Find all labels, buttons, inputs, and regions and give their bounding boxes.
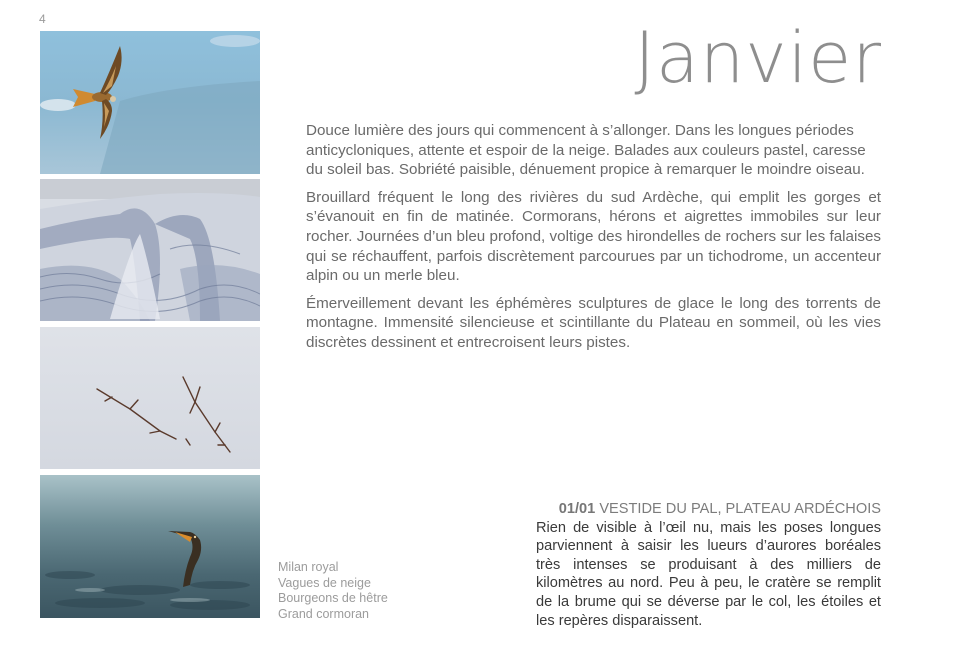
- feature-text: Rien de visible à l’œil nu, mais les poses longues parviennent à saisir les lueurs d’aurores boréales très intenses se produisant à des milliers de kilomètres au nord. Peu à peu, le cratère se remplit de la brume qui se déverse par le col, les étoiles et les repères disparaissent.: [536, 519, 881, 629]
- feature-code: 01/01: [558, 501, 596, 517]
- main-text: [306, 121, 881, 361]
- page-title: Janvier: [634, 17, 882, 99]
- photo-red-kite: [40, 31, 260, 174]
- feature-heading: [536, 500, 881, 519]
- paragraph: Brouillard fréquent le long des rivières du sud Ardèche, qui emplit les gorges et s’évanouit en fin de matinée. Cormorans, hérons et aigrettes immobiles sur leur rocher. Journées d’un bleu profond, voltige des hirondelles de rochers sur les falaises qui se réchauffent, parfois discrètement parcourues par un tichodrome, un accenteur alpin ou un merle bleu.: [306, 188, 881, 285]
- feature-location: VESTIDE DU PAL, PLATEAU ARDÉCHOIS: [599, 501, 881, 517]
- photo-cormorant: [40, 475, 260, 618]
- caption: Milan royal: [278, 560, 339, 574]
- caption: Grand cormoran: [278, 606, 370, 621]
- feature-photo-description: [536, 500, 881, 630]
- photo-snow-waves: [40, 179, 260, 321]
- caption: Vagues de neige: [278, 575, 371, 590]
- photo-beech-buds: [40, 327, 260, 469]
- paragraph: Émerveillement devant les éphémères sculptures de glace le long des torrents de montagne. Immensité silencieuse et scintillante du Plateau en sommeil, où les vies discrètes dessinent et entrecroisent leurs pistes.: [306, 294, 881, 351]
- photo-captions: [278, 560, 388, 622]
- page-number: 4: [39, 12, 46, 26]
- caption: Bourgeons de hêtre: [278, 591, 388, 605]
- paragraph: Douce lumière des jours qui commencent à s’allonger. Dans les longues périodes anticycloniques, attente et espoir de la neige. Balades aux couleurs pastel, caresse du soleil bas. Sobriété paisible, dénuement propice à remarquer le moindre oiseau.: [306, 122, 866, 179]
